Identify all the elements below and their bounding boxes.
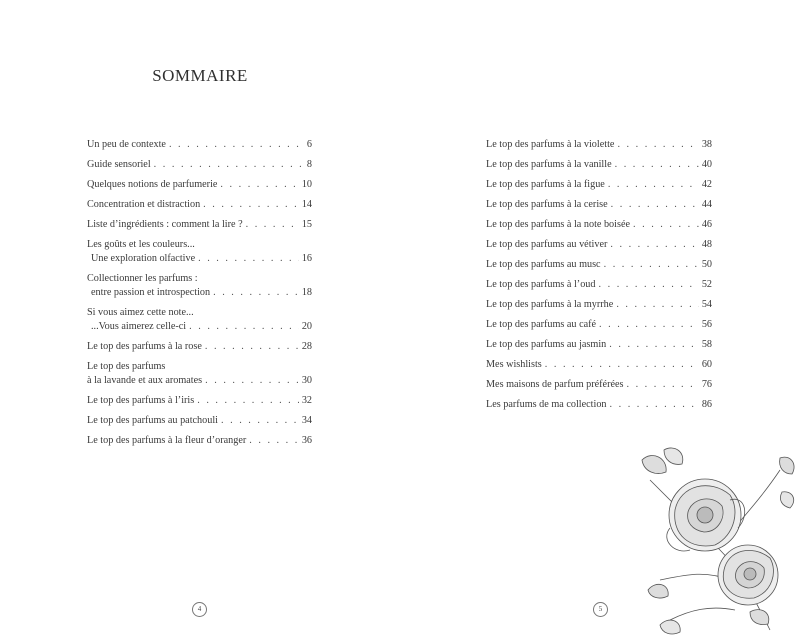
toc-entry-page: 54 bbox=[701, 299, 712, 310]
dot-leader bbox=[198, 252, 299, 266]
toc-entry bbox=[486, 258, 712, 272]
dot-leader bbox=[609, 338, 699, 352]
toc-entry-title: Les parfums de ma collection bbox=[486, 399, 607, 410]
toc-entry-title: Le top des parfums à la note boisée bbox=[486, 219, 630, 230]
page-number-right: 5 bbox=[593, 602, 608, 617]
toc-entry bbox=[486, 398, 712, 412]
toc-entry-page: 28 bbox=[301, 341, 312, 352]
toc-entry-title: ...Vous aimerez celle-ci bbox=[91, 321, 187, 332]
page-title: SOMMAIRE bbox=[152, 66, 248, 85]
toc-entry bbox=[486, 358, 712, 372]
toc-entry-title: Le top des parfums à la myrrhe bbox=[486, 299, 614, 310]
toc-entry-page: 10 bbox=[301, 179, 312, 190]
toc-entry bbox=[486, 238, 712, 252]
dot-leader bbox=[189, 320, 299, 334]
toc-entry-title: Le top des parfums au musc bbox=[486, 259, 601, 270]
toc-entry bbox=[87, 198, 312, 212]
toc-entry-title: Une exploration olfactive bbox=[91, 253, 196, 264]
toc-entry bbox=[486, 318, 712, 332]
toc-entry-page: 60 bbox=[701, 359, 712, 370]
toc-entry-title: Le top des parfums à la rose bbox=[87, 341, 202, 352]
toc-entry-page: 32 bbox=[301, 395, 312, 406]
toc-entry-page: 52 bbox=[701, 279, 712, 290]
dot-leader bbox=[633, 218, 699, 232]
toc-entry-title: Le top des parfums à la figue bbox=[486, 179, 605, 190]
toc-entry-page: 56 bbox=[701, 319, 712, 330]
toc-entry-title: à la lavande et aux aromates bbox=[87, 375, 203, 386]
toc-entry-page: 15 bbox=[301, 219, 312, 230]
dot-leader bbox=[617, 138, 698, 152]
table-of-contents-left bbox=[87, 138, 312, 454]
dot-leader bbox=[615, 158, 699, 172]
toc-entry bbox=[486, 178, 712, 192]
toc-entry-title: Quelques notions de parfumerie bbox=[87, 179, 218, 190]
dot-leader bbox=[608, 178, 699, 192]
toc-entry-title: Le top des parfums au jasmin bbox=[486, 339, 607, 350]
dot-leader bbox=[220, 178, 298, 192]
toc-entry-heading: Collectionner les parfums : bbox=[87, 273, 198, 284]
toc-entry-title: Mes maisons de parfum préférées bbox=[486, 379, 624, 390]
toc-entry bbox=[87, 434, 312, 448]
dot-leader bbox=[213, 286, 299, 300]
toc-entry bbox=[486, 298, 712, 312]
dot-leader bbox=[611, 198, 699, 212]
dot-leader bbox=[610, 398, 699, 412]
dot-leader bbox=[610, 238, 698, 252]
toc-entry-title: entre passion et introspection bbox=[91, 287, 211, 298]
toc-entry-page: 46 bbox=[701, 219, 712, 230]
toc-entry-title: Un peu de contexte bbox=[87, 139, 166, 150]
toc-entry-page: 14 bbox=[301, 199, 312, 210]
toc-entry bbox=[87, 394, 312, 408]
toc-entry-page: 20 bbox=[301, 321, 312, 332]
toc-entry bbox=[87, 360, 312, 388]
toc-entry-page: 8 bbox=[306, 159, 312, 170]
toc-entry bbox=[87, 218, 312, 232]
toc-entry-page: 18 bbox=[301, 287, 312, 298]
toc-entry-title: Liste d’ingrédients : comment la lire ? bbox=[87, 219, 243, 230]
toc-entry-title: Le top des parfums à l’oud bbox=[486, 279, 596, 290]
toc-entry-page: 44 bbox=[701, 199, 712, 210]
toc-entry bbox=[87, 272, 312, 300]
toc-entry bbox=[87, 238, 312, 266]
toc-entry-title: Le top des parfums à l’iris bbox=[87, 395, 195, 406]
toc-entry bbox=[486, 158, 712, 172]
dot-leader bbox=[169, 138, 304, 152]
toc-entry-page: 16 bbox=[301, 253, 312, 264]
toc-entry-title: Le top des parfums à la vanille bbox=[486, 159, 612, 170]
toc-entry-page: 58 bbox=[701, 339, 712, 350]
toc-entry bbox=[87, 178, 312, 192]
dot-leader bbox=[205, 374, 299, 388]
right-page bbox=[400, 0, 800, 641]
toc-entry-title: Le top des parfums à la fleur d’oranger bbox=[87, 435, 247, 446]
toc-entry-title: Le top des parfums au café bbox=[486, 319, 597, 330]
toc-entry-page: 76 bbox=[701, 379, 712, 390]
dot-leader bbox=[616, 298, 699, 312]
toc-entry-heading: Les goûts et les couleurs... bbox=[87, 239, 195, 250]
dot-leader bbox=[604, 258, 699, 272]
toc-entry-heading: Le top des parfums bbox=[87, 361, 166, 372]
toc-entry-page: 6 bbox=[306, 139, 312, 150]
toc-entry-title: Concentration et distraction bbox=[87, 199, 201, 210]
toc-entry-title: Le top des parfums au patchouli bbox=[87, 415, 218, 426]
toc-entry-page: 42 bbox=[701, 179, 712, 190]
toc-entry-title: Le top des parfums à la cerise bbox=[486, 199, 608, 210]
dot-leader bbox=[246, 218, 299, 232]
toc-entry bbox=[486, 198, 712, 212]
toc-entry-title: Mes wishlists bbox=[486, 359, 542, 370]
toc-entry-title: Guide sensoriel bbox=[87, 159, 151, 170]
toc-entry bbox=[486, 278, 712, 292]
toc-entry-page: 30 bbox=[301, 375, 312, 386]
dot-leader bbox=[545, 358, 699, 372]
rose-illustration bbox=[630, 440, 800, 640]
toc-entry-page: 48 bbox=[701, 239, 712, 250]
dot-leader bbox=[221, 414, 299, 428]
toc-entry-heading: Si vous aimez cette note... bbox=[87, 307, 194, 318]
toc-entry-page: 34 bbox=[301, 415, 312, 426]
toc-entry bbox=[486, 378, 712, 392]
toc-entry bbox=[486, 138, 712, 152]
dot-leader bbox=[203, 198, 299, 212]
dot-leader bbox=[626, 378, 698, 392]
toc-entry bbox=[87, 158, 312, 172]
dot-leader bbox=[205, 340, 299, 354]
toc-entry-page: 36 bbox=[301, 435, 312, 446]
toc-entry-page: 50 bbox=[701, 259, 712, 270]
table-of-contents-right bbox=[486, 138, 712, 418]
toc-entry-page: 38 bbox=[701, 139, 712, 150]
dot-leader bbox=[197, 394, 299, 408]
dot-leader bbox=[154, 158, 304, 172]
toc-entry-page: 86 bbox=[701, 399, 712, 410]
page-number-left: 4 bbox=[192, 602, 207, 617]
toc-entry bbox=[486, 338, 712, 352]
dot-leader bbox=[249, 434, 299, 448]
toc-entry bbox=[87, 340, 312, 354]
toc-entry bbox=[486, 218, 712, 232]
toc-entry-title: Le top des parfums à la violette bbox=[486, 139, 615, 150]
toc-entry-title: Le top des parfums au vétiver bbox=[486, 239, 608, 250]
dot-leader bbox=[599, 278, 699, 292]
toc-entry bbox=[87, 414, 312, 428]
toc-entry-page: 40 bbox=[701, 159, 712, 170]
toc-entry bbox=[87, 138, 312, 152]
dot-leader bbox=[599, 318, 699, 332]
toc-entry bbox=[87, 306, 312, 334]
